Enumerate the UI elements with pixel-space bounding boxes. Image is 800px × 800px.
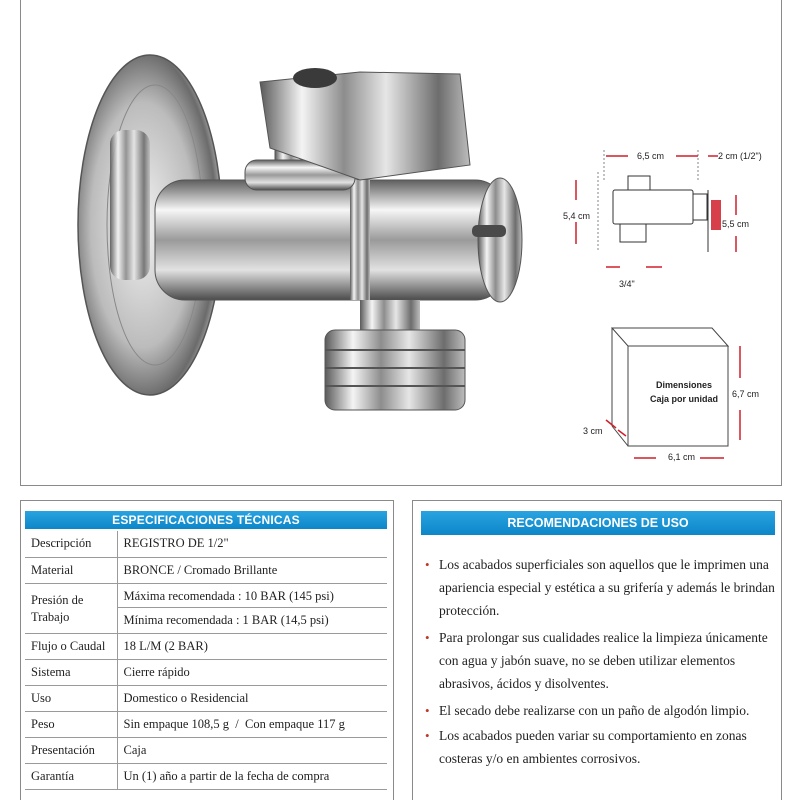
table-row — [25, 531, 387, 557]
spec-key: Descripción — [25, 531, 117, 557]
spec-key: Uso — [25, 685, 117, 711]
pressure-min: Mínima recomendada : 1 BAR (14,5 psi) — [123, 613, 329, 627]
table-row — [25, 659, 387, 685]
spec-key: Flujo o Caudal — [25, 633, 117, 659]
pressure-max: Máxima recomendada : 10 BAR (145 psi) — [118, 584, 388, 608]
specifications-table — [25, 531, 387, 790]
spec-key: Sistema — [25, 659, 117, 685]
recommendation-text: Para prolongar sus cualidades realice la limpieza únicamente con agua y jabón suave, no se deben utilizar elementos abrasivos, ácidos y disolventes. — [439, 630, 768, 691]
bullet-icon: • — [425, 630, 430, 645]
dim-bottom: 3/4" — [619, 279, 635, 289]
recommendations-panel — [412, 500, 782, 800]
spec-value: Caja — [117, 737, 387, 763]
spec-value — [117, 583, 387, 633]
bullet-icon: • — [425, 557, 430, 572]
box-height: 6,7 cm — [732, 389, 760, 399]
dim-right-height: 5,5 cm — [722, 219, 750, 229]
table-row — [25, 685, 387, 711]
spec-value: Cierre rápido — [117, 659, 387, 685]
dim-top-width: 6,5 cm — [637, 151, 665, 161]
recommendation-text: Los acabados pueden variar su comportamiento en zonas costeras y/o en ambientes corrosivos. — [439, 728, 747, 766]
list-item — [425, 553, 777, 622]
box-width: 6,1 cm — [668, 452, 696, 462]
spec-value: Un (1) año a partir de la fecha de compra — [117, 763, 387, 789]
table-row — [25, 763, 387, 789]
recommendation-text: Los acabados superficiales son aquellos que le imprimen una apariencia especial y estética a su grifería y además le brindan protección. — [439, 557, 775, 618]
list-item — [425, 699, 777, 722]
spec-key: Material — [25, 557, 117, 583]
valve-cap — [478, 178, 522, 302]
spec-value: BRONCE / Cromado Brillante — [117, 557, 387, 583]
angle-valve-illustration — [60, 30, 540, 450]
bullet-icon: • — [425, 703, 430, 718]
recommendations-title: RECOMENDACIONES DE USO — [421, 511, 775, 535]
table-row — [25, 583, 387, 633]
list-item — [425, 724, 777, 770]
table-row — [25, 633, 387, 659]
box-depth: 3 cm — [583, 426, 603, 436]
spec-key: Garantía — [25, 763, 117, 789]
dim-left-height: 5,4 cm — [563, 211, 591, 221]
specifications-panel — [20, 500, 394, 800]
dim-thread: 2 cm (1/2") — [718, 151, 762, 161]
specifications-title: ESPECIFICACIONES TÉCNICAS — [25, 511, 387, 529]
spec-value: REGISTRO DE 1/2" — [117, 531, 387, 557]
spec-value: 18 L/M (2 BAR) — [117, 633, 387, 659]
table-row — [25, 737, 387, 763]
recommendation-text: El secado debe realizarse con un paño de algodón limpio. — [439, 703, 750, 718]
list-item — [425, 626, 777, 695]
spec-key: Peso — [25, 711, 117, 737]
recommendations-list — [425, 553, 777, 770]
valve-body — [155, 180, 505, 300]
spec-key: Presentación — [25, 737, 117, 763]
table-row — [25, 711, 387, 737]
spec-value: Sin empaque 108,5 g / Con empaque 117 g — [117, 711, 387, 737]
bullet-icon: • — [425, 728, 430, 743]
spec-value: Domestico o Residencial — [117, 685, 387, 711]
table-row — [25, 557, 387, 583]
valve-outlet-thread — [325, 330, 465, 410]
box-title-line1: Dimensiones — [656, 380, 713, 390]
spec-key: Presión de Trabajo — [25, 583, 117, 633]
box-title-line2: Caja por unidad — [650, 394, 719, 404]
